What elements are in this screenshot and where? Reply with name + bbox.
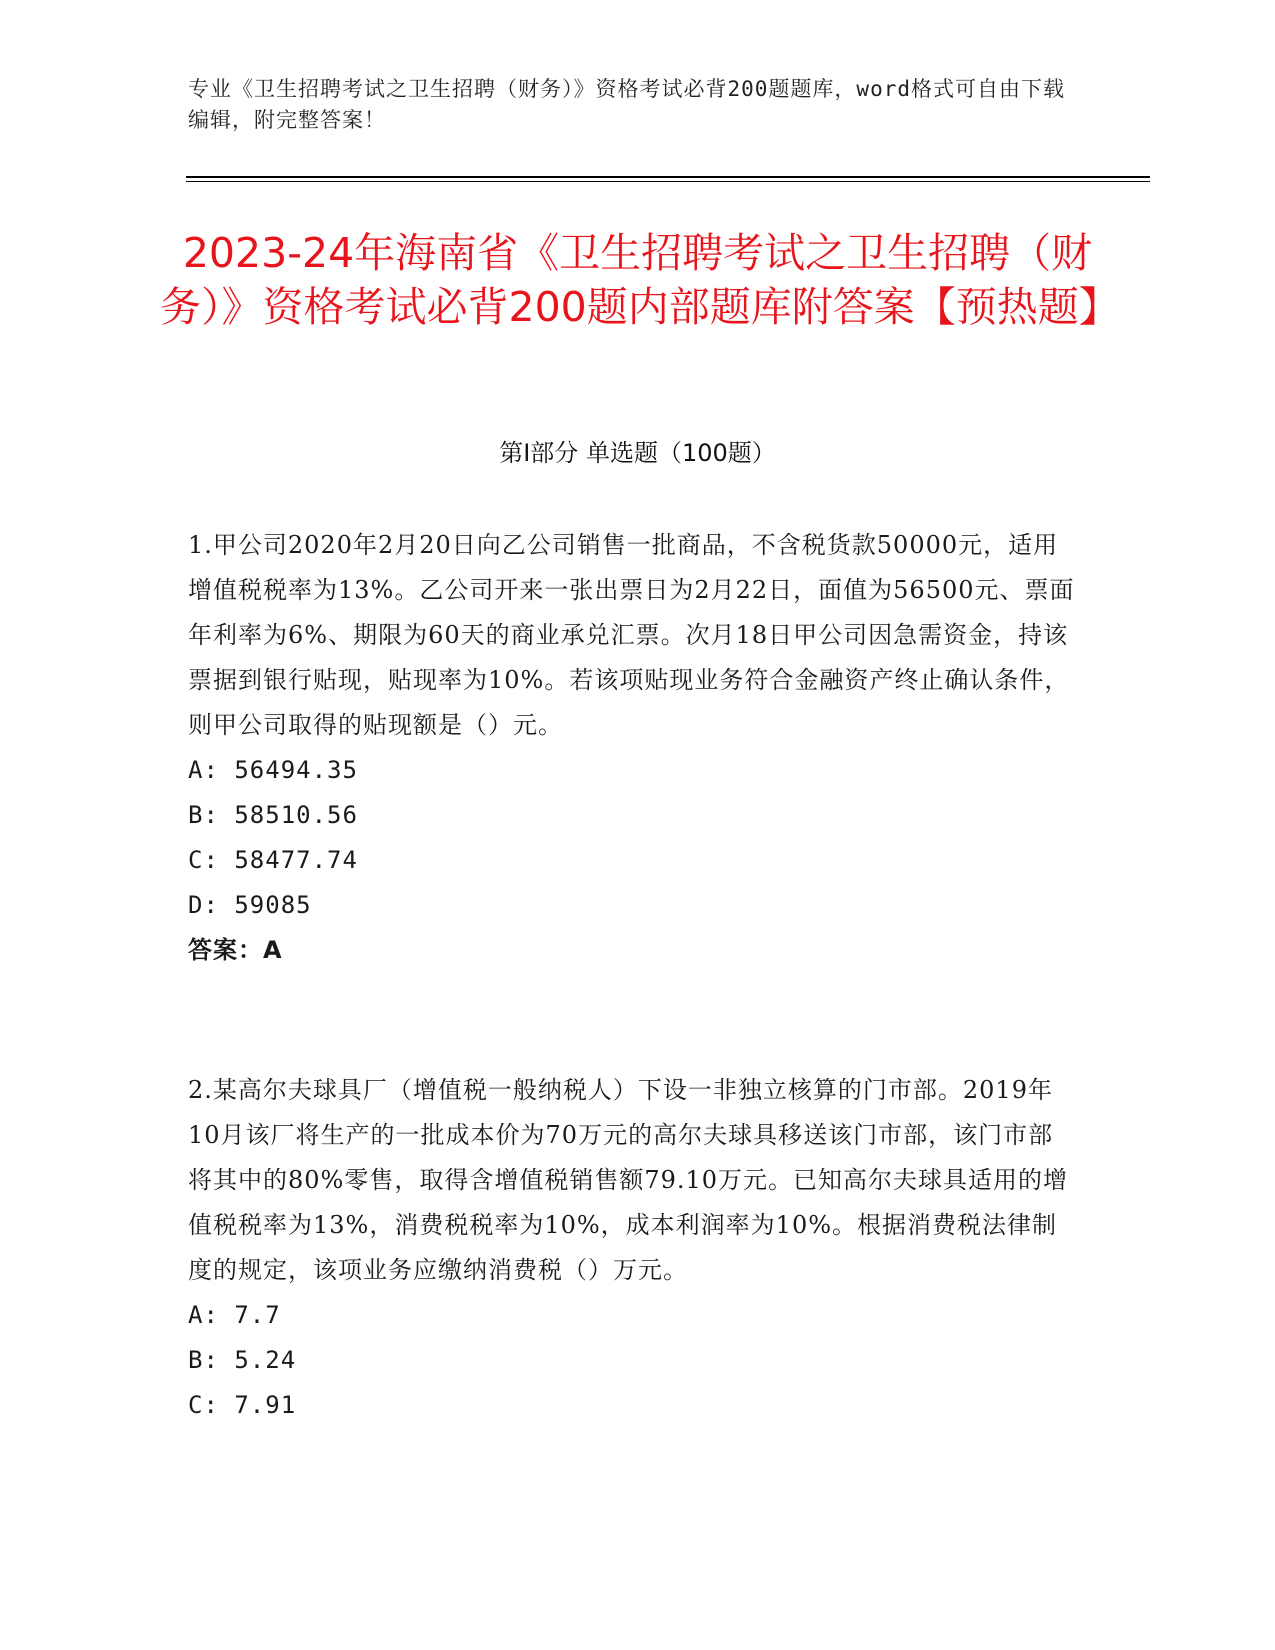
document-title: 2023-24年海南省《卫生招聘考试之卫生招聘（财务）》资格考试必背200题内部题库附答案【预热题】 [160, 229, 1120, 331]
question-2 [188, 1068, 1078, 1428]
header-note: 专业《卫生招聘考试之卫生招聘（财务）》资格考试必背200题题库，word格式可自由下载编辑，附完整答案！ [188, 77, 1065, 132]
question-1-option-b: B: 58510.56 [188, 801, 358, 829]
question-1-option-d: D: 59085 [188, 891, 312, 919]
question-2-option-c: C: 7.91 [188, 1391, 297, 1419]
question-1-answer: 答案：A [188, 936, 283, 964]
question-2-stem: 2.某高尔夫球具厂（增值税一般纳税人）下设一非独立核算的门市部。2019年10月该厂将生产的一批成本价为70万元的高尔夫球具移送该门市部，该门市部将其中的80%零售，取得含增值税销售额79.10万元。已知高尔夫球具适用的增值税税率为13%，消费税税率为10%，成本利润率为10%。根据消费税法律制度的规定，该项业务应缴纳消费税（）万元。 [188, 1076, 1069, 1284]
question-1 [188, 523, 1078, 973]
question-2-option-b: B: 5.24 [188, 1346, 297, 1374]
question-2-option-a: A: 7.7 [188, 1301, 281, 1329]
header-divider-thin [186, 181, 1150, 182]
question-1-stem: 1.甲公司2020年2月20日向乙公司销售一批商品，不含税货款50000元，适用增值税税率为13%。乙公司开来一张出票日为2月22日，面值为56500元、票面年利率为6%、期限为60天的商业承兑汇票。次月18日甲公司因急需资金，持该票据到银行贴现，贴现率为10%。若该项贴现业务符合金融资产终止确认条件，则甲公司取得的贴现额是（）元。 [188, 531, 1075, 739]
section-heading: 第Ⅰ部分 单选题（100题） [499, 439, 776, 467]
question-1-option-c: C: 58477.74 [188, 846, 358, 874]
question-1-option-a: A: 56494.35 [188, 756, 358, 784]
header-divider-thick [186, 176, 1150, 178]
